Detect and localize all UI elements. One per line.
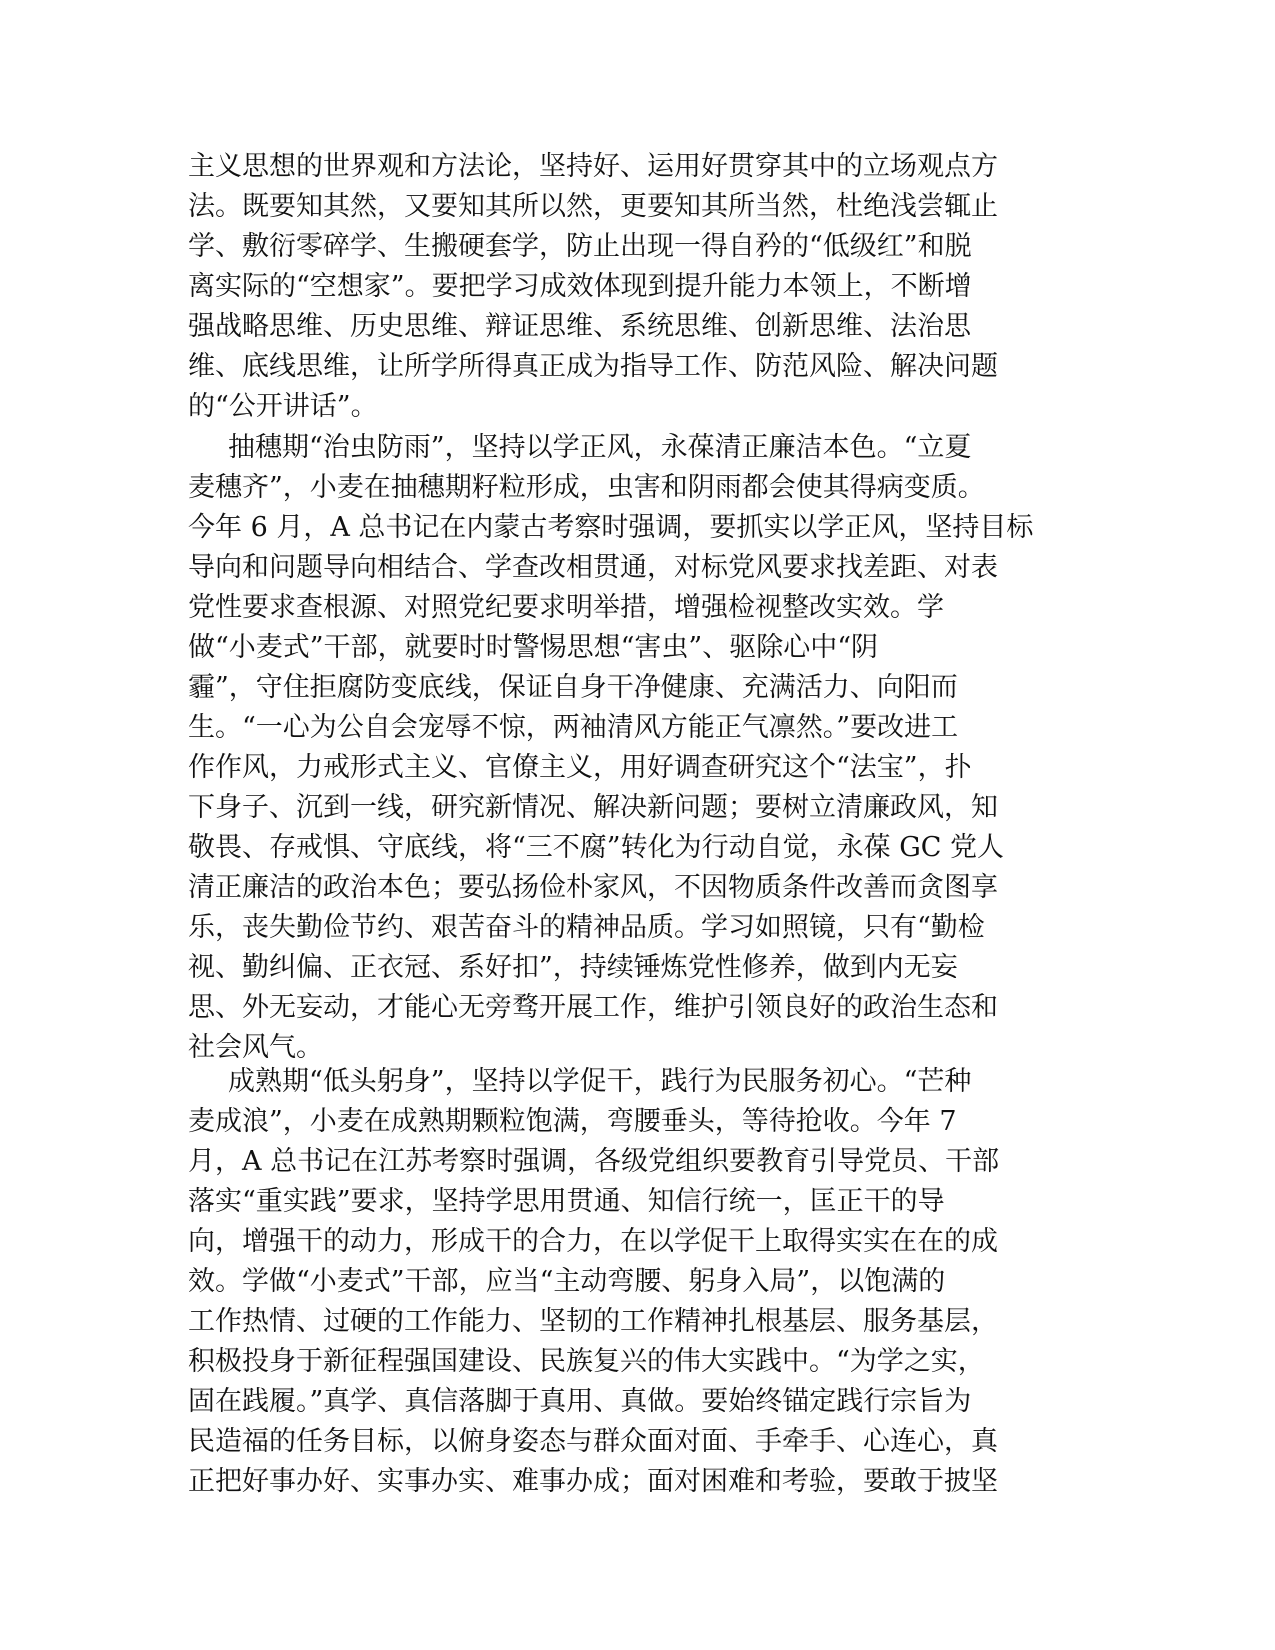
text-line: 学、敷衍零碎学、生搬硬套学，防止出现一得自矜的“低级红”和脱	[188, 231, 972, 262]
text-line: 正把好事办好、实事办实、难事办成；面对困难和考验，要敢于披坚	[188, 1466, 998, 1497]
text-line: 思、外无妄动，才能心无旁骛开展工作，维护引领良好的政治生态和	[188, 992, 998, 1023]
text-line: 落实“重实践”要求，坚持学思用贯通、知信行统一，匡正干的导	[188, 1186, 945, 1217]
text-line: 的“公开讲话”。	[188, 391, 378, 422]
text-line: 固在践履。”真学、真信落脚于真用、真做。要始终锚定践行宗旨为	[188, 1386, 972, 1417]
paragraph-maturity-stage	[188, 1062, 1088, 1502]
text-line: 清正廉洁的政治本色；要弘扬俭朴家风，不因物质条件改善而贪图享	[188, 872, 998, 903]
text-line: 党性要求查根源、对照党纪要求明举措，增强检视整改实效。学	[188, 592, 944, 623]
text-line: 敬畏、存戒惧、守底线，将“三不腐”转化为行动自觉，永葆 GC 党人	[188, 832, 1004, 863]
text-line: 霾”，守住拒腐防变底线，保证自身干净健康、充满活力、向阳而	[188, 672, 958, 703]
text-line: 导向和问题导向相结合、学查改相贯通，对标党风要求找差距、对表	[188, 552, 998, 583]
text-line: 抽穗期“治虫防雨”，坚持以学正风，永葆清正廉洁本色。“立夏	[228, 432, 972, 463]
text-line: 月，A 总书记在江苏考察时强调，各级党组织要教育引导党员、干部	[188, 1146, 1000, 1177]
text-line: 民造福的任务目标，以俯身姿态与群众面对面、手牵手、心连心，真	[188, 1426, 998, 1457]
text-line: 积极投身于新征程强国建设、民族复兴的伟大实践中。“为学之实，	[188, 1346, 985, 1377]
text-line: 主义思想的世界观和方法论，坚持好、运用好贯穿其中的立场观点方	[188, 151, 998, 182]
text-line: 社会风气。	[188, 1032, 323, 1063]
text-line: 生。“一心为公自会宠辱不惊，两袖清风方能正气凛然。”要改进工	[188, 712, 959, 743]
text-line: 法。既要知其然，又要知其所以然，更要知其所当然，杜绝浅尝辄止	[188, 191, 998, 222]
text-line: 麦成浪”，小麦在成熟期颗粒饱满，弯腰垂头，等待抢收。今年 7	[188, 1106, 957, 1137]
text-line: 工作热情、过硬的工作能力、坚韧的工作精神扎根基层、服务基层，	[188, 1306, 998, 1337]
text-line: 今年 6 月，A 总书记在内蒙古考察时强调，要抓实以学正风，坚持目标	[188, 512, 1034, 543]
text-line: 做“小麦式”干部，就要时时警惕思想“害虫”、驱除心中“阴	[188, 632, 879, 663]
text-line: 作作风，力戒形式主义、官僚主义，用好调查研究这个“法宝”，扑	[188, 752, 972, 783]
paragraph-heading-stage	[188, 428, 1088, 1068]
text-line: 乐，丧失勤俭节约、艰苦奋斗的精神品质。学习如照镜，只有“勤检	[188, 912, 985, 943]
text-line: 离实际的“空想家”。要把学习成效体现到提升能力本领上，不断增	[188, 271, 972, 302]
text-line: 成熟期“低头躬身”，坚持以学促干，践行为民服务初心。“芒种	[228, 1066, 972, 1097]
text-line: 维、底线思维，让所学所得真正成为指导工作、防范风险、解决问题	[188, 351, 998, 382]
text-line: 向，增强干的动力，形成干的合力，在以学促干上取得实实在在的成	[188, 1226, 998, 1257]
text-line: 效。学做“小麦式”干部，应当“主动弯腰、躬身入局”，以饱满的	[188, 1266, 946, 1297]
text-line: 视、勤纠偏、正衣冠、系好扣”，持续锤炼党性修养，做到内无妄	[188, 952, 958, 983]
text-line: 下身子、沉到一线，研究新情况、解决新问题；要树立清廉政风，知	[188, 792, 998, 823]
text-line: 强战略思维、历史思维、辩证思维、系统思维、创新思维、法治思	[188, 311, 971, 342]
text-line: 麦穗齐”，小麦在抽穗期籽粒形成，虫害和阴雨都会使其得病变质。	[188, 472, 985, 503]
paragraph-theory-study	[188, 147, 1088, 427]
